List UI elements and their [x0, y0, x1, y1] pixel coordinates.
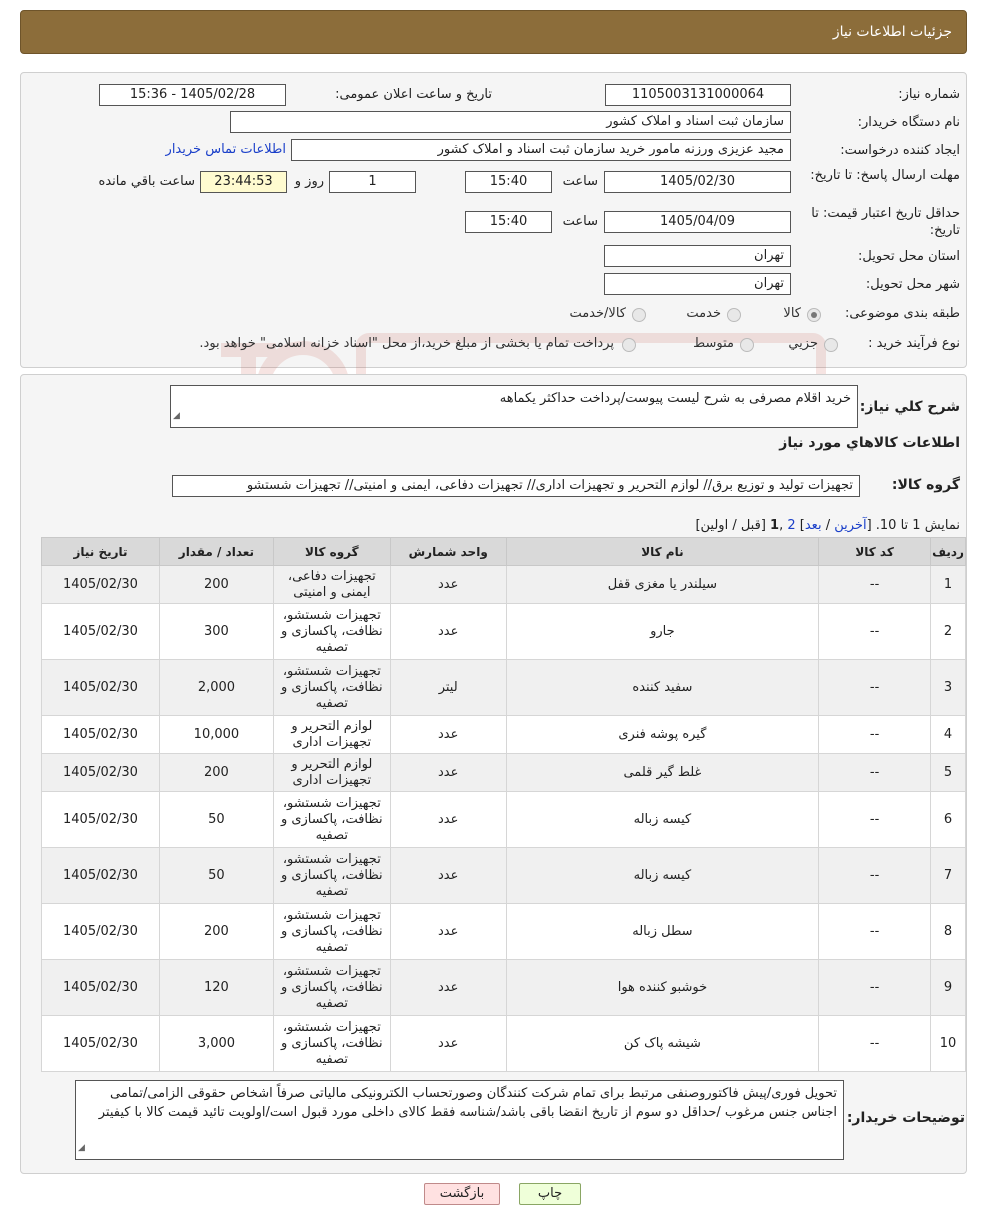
category-option-goods-service: کالا/خدمت [569, 306, 626, 321]
col-unit: واحد شمارش [390, 538, 506, 566]
resize-grip-icon: ◢ [173, 411, 180, 421]
unit-cell: لیتر [390, 660, 506, 716]
row-number-cell: 9 [931, 960, 966, 1016]
item-group-cell: تجهیزات شستشو، نظافت، پاکسازی و تصفیه [273, 904, 390, 960]
process-option-medium: متوسط [693, 336, 734, 351]
row-number-cell: 2 [931, 604, 966, 660]
quantity-cell: 3,000 [159, 1016, 273, 1072]
description-text: خرید اقلام مصرفی به شرح لیست پیوست/پرداخت حداکثر یکماهه [499, 391, 851, 406]
buyer-notes-label: توضیحات خریدار: [846, 1110, 965, 1126]
announce-field: 1405/02/28 - 15:36 [99, 84, 286, 106]
item-group-cell: تجهیزات دفاعی، ایمنی و امنیتی [273, 566, 390, 604]
table-row [42, 716, 966, 754]
col-item-code: کد کالا [819, 538, 931, 566]
table-row [42, 904, 966, 960]
item-code-cell: -- [819, 604, 931, 660]
buyer-notes-text: تحویل فوری/پیش فاکتوروصنفی مرتبط برای تمام شرکت کنندگان وصورتحساب الکترونیکی مالیاتی صرفاً اشخاص حقوقی الزامی/تمامی اجناس جنس مرغوب /حداقل دو سوم از تاریخ انقضا باقی باشد/شناسه فقط کالای داخلی مورد قبول است/اولویت تائید قیمت کالا با کیفیتر [98, 1086, 837, 1120]
goods-section-title: اطلاعات کالاهاي مورد نياز [779, 435, 960, 451]
days-label: روز و [294, 174, 324, 189]
item-name-cell: کیسه زباله [506, 792, 819, 848]
unit-cell: عدد [390, 566, 506, 604]
need-date-cell: 1405/02/30 [42, 904, 160, 960]
table-row [42, 1016, 966, 1072]
item-group-cell: تجهیزات شستشو، نظافت، پاکسازی و تصفیه [273, 660, 390, 716]
item-code-cell: -- [819, 716, 931, 754]
item-group-cell: لوازم التحریر و تجهیزات اداری [273, 754, 390, 792]
validity-time-label: ساعت [562, 214, 598, 229]
col-item-group: گروه کالا [273, 538, 390, 566]
table-row [42, 660, 966, 716]
requester-field: مجید عزیزی ورزنه مامور خرید سازمان ثبت اسناد و املاک کشور [291, 139, 791, 161]
need-date-cell: 1405/02/30 [42, 792, 160, 848]
need-date-cell: 1405/02/30 [42, 754, 160, 792]
city-field: تهران [604, 273, 791, 295]
table-row [42, 566, 966, 604]
row-number-cell: 4 [931, 716, 966, 754]
buyer-org-label: نام دستگاه خریدار: [857, 115, 960, 130]
table-row [42, 604, 966, 660]
item-name-cell: جارو [506, 604, 819, 660]
category-radio-goods[interactable] [807, 308, 821, 322]
remaining-time-field: 23:44:53 [200, 171, 287, 193]
need-date-cell: 1405/02/30 [42, 1016, 160, 1072]
province-field: تهران [604, 245, 791, 267]
days-field: 1 [329, 171, 416, 193]
item-code-cell: -- [819, 792, 931, 848]
deadline-time-field: 15:40 [465, 171, 552, 193]
remaining-label: ساعت باقي مانده [98, 174, 195, 189]
print-button[interactable]: چاپ [519, 1183, 581, 1205]
pager-prefix: نمایش 1 تا 10. [ [866, 518, 960, 533]
category-option-service: خدمت [686, 306, 721, 321]
unit-cell: عدد [390, 904, 506, 960]
row-number-cell: 1 [931, 566, 966, 604]
announce-label: تاریخ و ساعت اعلان عمومی: [335, 87, 492, 102]
item-code-cell: -- [819, 754, 931, 792]
pager-page-2[interactable]: 2 [787, 518, 796, 533]
validity-date-field: 1405/04/09 [604, 211, 791, 233]
item-code-cell: -- [819, 960, 931, 1016]
pager-sep: / [821, 518, 835, 533]
need-date-cell: 1405/02/30 [42, 848, 160, 904]
process-label: نوع فرآیند خرید : [868, 336, 960, 351]
unit-cell: عدد [390, 754, 506, 792]
item-name-cell: گیره پوشه فنری [506, 716, 819, 754]
table-header-row [42, 538, 966, 566]
unit-cell: عدد [390, 960, 506, 1016]
table-row [42, 792, 966, 848]
table-row [42, 960, 966, 1016]
pager-bracket: ] [795, 518, 805, 533]
quantity-cell: 2,000 [159, 660, 273, 716]
unit-cell: عدد [390, 792, 506, 848]
unit-cell: عدد [390, 604, 506, 660]
unit-cell: عدد [390, 716, 506, 754]
need-info-panel [20, 72, 967, 368]
item-group-cell: تجهیزات شستشو، نظافت، پاکسازی و تصفیه [273, 960, 390, 1016]
category-radio-service[interactable] [727, 308, 741, 322]
buyer-org-field: سازمان ثبت اسناد و املاک کشور [230, 111, 791, 133]
validity-label: حداقل تاریخ اعتبار قیمت: تا تاریخ: [811, 206, 960, 238]
process-radio-treasury[interactable] [622, 338, 636, 352]
page-title: جزئیات اطلاعات نیاز [832, 24, 952, 40]
table-row [42, 754, 966, 792]
item-name-cell: خوشبو کننده هوا [506, 960, 819, 1016]
page-header [20, 10, 967, 54]
need-number-label: شماره نیاز: [898, 87, 960, 102]
need-date-cell: 1405/02/30 [42, 716, 160, 754]
item-name-cell: سیلندر یا مغزی قفل [506, 566, 819, 604]
quantity-cell: 50 [159, 848, 273, 904]
pager-suffix: [قبل / اولین] [695, 518, 771, 533]
city-label: شهر محل تحویل: [865, 277, 960, 292]
item-name-cell: کیسه زباله [506, 848, 819, 904]
row-number-cell: 6 [931, 792, 966, 848]
buyer-notes-textarea[interactable] [75, 1080, 844, 1160]
pagination [695, 518, 960, 533]
pager-comma: , [779, 518, 788, 533]
need-date-cell: 1405/02/30 [42, 660, 160, 716]
row-number-cell: 3 [931, 660, 966, 716]
province-label: استان محل تحویل: [858, 249, 960, 264]
back-button[interactable]: بازگشت [424, 1183, 500, 1205]
quantity-cell: 50 [159, 792, 273, 848]
item-group-cell: لوازم التحریر و تجهیزات اداری [273, 716, 390, 754]
deadline-time-label: ساعت [562, 174, 598, 189]
quantity-cell: 200 [159, 904, 273, 960]
row-number-cell: 5 [931, 754, 966, 792]
description-textarea[interactable] [170, 385, 858, 428]
process-option-minor: جزیي [788, 336, 818, 351]
deadline-date-field: 1405/02/30 [604, 171, 791, 193]
unit-cell: عدد [390, 848, 506, 904]
col-need-date: تاریخ نیاز [42, 538, 160, 566]
requester-label: ایجاد کننده درخواست: [840, 143, 960, 158]
item-name-cell: شیشه پاک کن [506, 1016, 819, 1072]
goods-panel [20, 374, 967, 1174]
process-radio-medium[interactable] [740, 338, 754, 352]
item-group-cell: تجهیزات شستشو، نظافت، پاکسازی و تصفیه [273, 604, 390, 660]
row-number-cell: 7 [931, 848, 966, 904]
pager-last-link[interactable]: آخرین [834, 518, 867, 533]
pager-page-1-current: 1 [770, 518, 780, 533]
category-option-goods: کالا [783, 306, 801, 321]
item-name-cell: سطل زباله [506, 904, 819, 960]
item-code-cell: -- [819, 660, 931, 716]
need-date-cell: 1405/02/30 [42, 604, 160, 660]
pager-next-link[interactable]: بعد [804, 518, 822, 533]
category-radio-goods-service[interactable] [632, 308, 646, 322]
item-name-cell: سفید کننده [506, 660, 819, 716]
item-group-cell: تجهیزات شستشو، نظافت، پاکسازی و تصفیه [273, 848, 390, 904]
quantity-cell: 200 [159, 754, 273, 792]
deadline-label: مهلت ارسال پاسخ: تا تاریخ: [810, 168, 960, 183]
buyer-contact-link[interactable]: اطلاعات تماس خریدار [165, 142, 286, 157]
item-group-cell: تجهیزات شستشو، نظافت، پاکسازی و تصفیه [273, 792, 390, 848]
item-code-cell: -- [819, 566, 931, 604]
quantity-cell: 300 [159, 604, 273, 660]
item-code-cell: -- [819, 904, 931, 960]
quantity-cell: 10,000 [159, 716, 273, 754]
process-radio-minor[interactable] [824, 338, 838, 352]
need-date-cell: 1405/02/30 [42, 960, 160, 1016]
need-number-field: 1105003131000064 [605, 84, 791, 106]
row-number-cell: 8 [931, 904, 966, 960]
col-quantity: تعداد / مقدار [159, 538, 273, 566]
goods-table [41, 537, 966, 1072]
quantity-cell: 200 [159, 566, 273, 604]
col-row-number: ردیف [931, 538, 966, 566]
item-group-cell: تجهیزات شستشو، نظافت، پاکسازی و تصفیه [273, 1016, 390, 1072]
process-note: پرداخت تمام یا بخشی از مبلغ خرید،از محل "اسناد خزانه اسلامی" خواهد بود. [199, 336, 614, 351]
item-code-cell: -- [819, 1016, 931, 1072]
need-date-cell: 1405/02/30 [42, 566, 160, 604]
validity-time-field: 15:40 [465, 211, 552, 233]
description-label: شرح کلي نياز: [859, 399, 960, 415]
item-name-cell: غلط گیر قلمی [506, 754, 819, 792]
goods-group-field: تجهیزات تولید و توزیع برق// لوازم التحریر و تجهیزات اداری// تجهیزات دفاعی، ایمنی و امنیتی// تجهیزات شستشو [172, 475, 860, 497]
quantity-cell: 120 [159, 960, 273, 1016]
unit-cell: عدد [390, 1016, 506, 1072]
table-row [42, 848, 966, 904]
goods-group-label: گروه کالا: [891, 477, 960, 493]
col-item-name: نام کالا [506, 538, 819, 566]
category-label: طبقه بندی موضوعی: [844, 306, 960, 321]
item-code-cell: -- [819, 848, 931, 904]
resize-grip-icon: ◢ [78, 1143, 85, 1153]
row-number-cell: 10 [931, 1016, 966, 1072]
